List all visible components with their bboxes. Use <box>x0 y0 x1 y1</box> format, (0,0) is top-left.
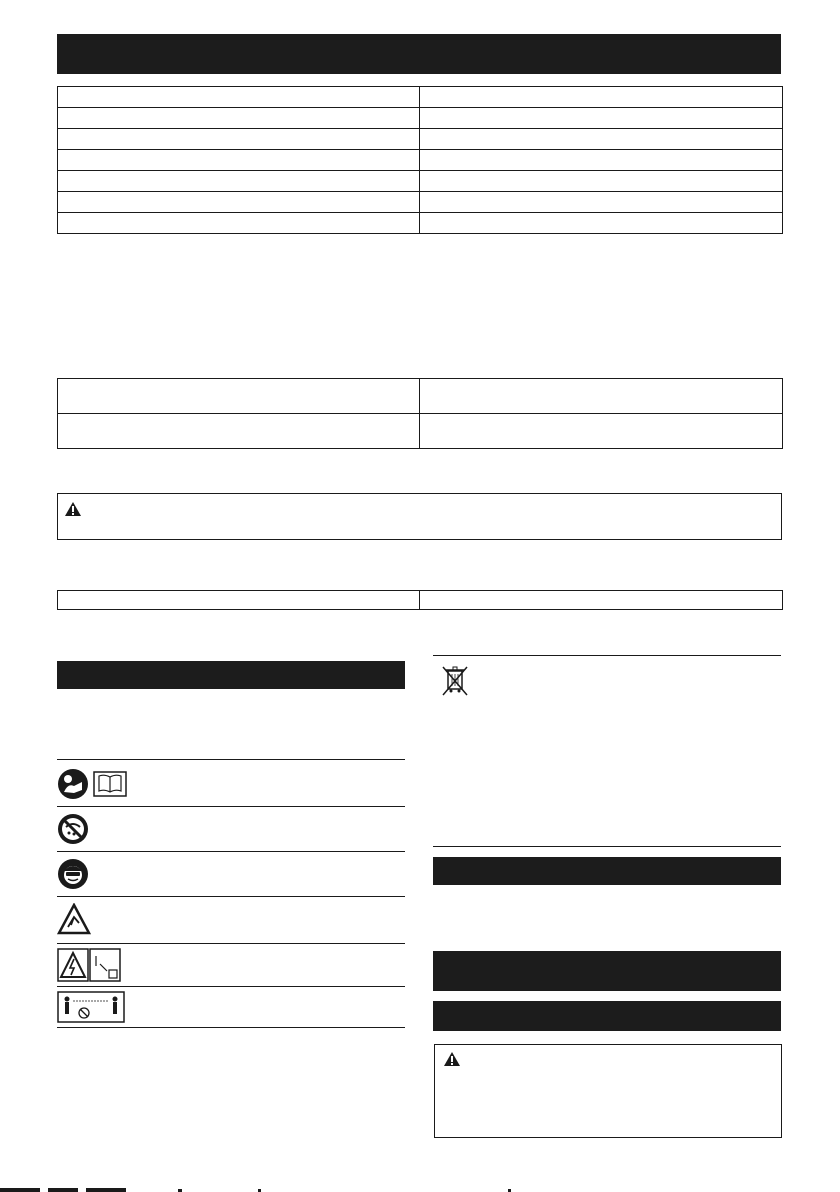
spec-row <box>58 150 783 171</box>
spec-label-cell <box>58 379 420 414</box>
spec-row <box>58 192 783 213</box>
spec-value-cell <box>420 414 783 449</box>
symbol-row <box>57 986 405 1028</box>
keep-distance-icon <box>57 991 125 1023</box>
right-section-bar-1 <box>433 857 781 885</box>
spec-table-3 <box>57 590 783 610</box>
spec-row <box>58 171 783 192</box>
spec-value-cell <box>420 108 783 129</box>
right-section-bar-2 <box>433 951 781 991</box>
right-section-bar-3 <box>433 1001 781 1031</box>
electric-shock-warning-icon <box>57 948 121 982</box>
no-wet-conditions-icon <box>57 813 89 845</box>
warning-box-2 <box>434 1044 782 1138</box>
spec-table-1 <box>57 86 783 234</box>
spec-label-cell <box>58 129 420 150</box>
cutting-hazard-icon <box>57 903 91 935</box>
spec-row <box>58 591 783 610</box>
spec-label-cell <box>58 192 420 213</box>
spec-label-cell <box>58 171 420 192</box>
spec-value-cell <box>420 213 783 234</box>
spec-value-cell <box>420 129 783 150</box>
warning-box-1 <box>57 493 782 540</box>
spec-label-cell <box>58 591 420 610</box>
spec-value-cell <box>420 150 783 171</box>
spec-value-cell <box>420 591 783 610</box>
spec-value-cell <box>420 171 783 192</box>
spec-table-2 <box>57 378 783 449</box>
spec-row <box>58 87 783 108</box>
cropped-text-strip <box>0 1188 840 1192</box>
header-bar <box>57 34 781 74</box>
spec-label-cell <box>58 213 420 234</box>
symbol-row <box>57 943 405 987</box>
spec-row <box>58 379 783 414</box>
crossed-out-bin-icon <box>439 663 471 699</box>
spec-value-cell <box>420 192 783 213</box>
manual-book-icon <box>93 771 127 797</box>
disposal-bottom-rule <box>433 846 781 847</box>
symbol-row <box>57 896 405 944</box>
spec-row <box>58 213 783 234</box>
spec-row <box>58 129 783 150</box>
spec-label-cell <box>58 87 420 108</box>
warning-icon <box>64 501 82 517</box>
spec-value-cell <box>420 379 783 414</box>
left-section-bar <box>57 661 405 689</box>
warning-icon <box>443 1051 461 1067</box>
read-manual-icon <box>57 768 89 800</box>
symbol-row <box>57 851 405 897</box>
symbol-row <box>57 806 405 852</box>
spec-row <box>58 414 783 449</box>
spec-label-cell <box>58 150 420 171</box>
disposal-top-rule <box>433 655 781 656</box>
spec-row <box>58 108 783 129</box>
spec-label-cell <box>58 414 420 449</box>
spec-value-cell <box>420 87 783 108</box>
symbol-row <box>57 759 405 807</box>
spec-label-cell <box>58 108 420 129</box>
protective-equipment-icon <box>57 858 89 890</box>
